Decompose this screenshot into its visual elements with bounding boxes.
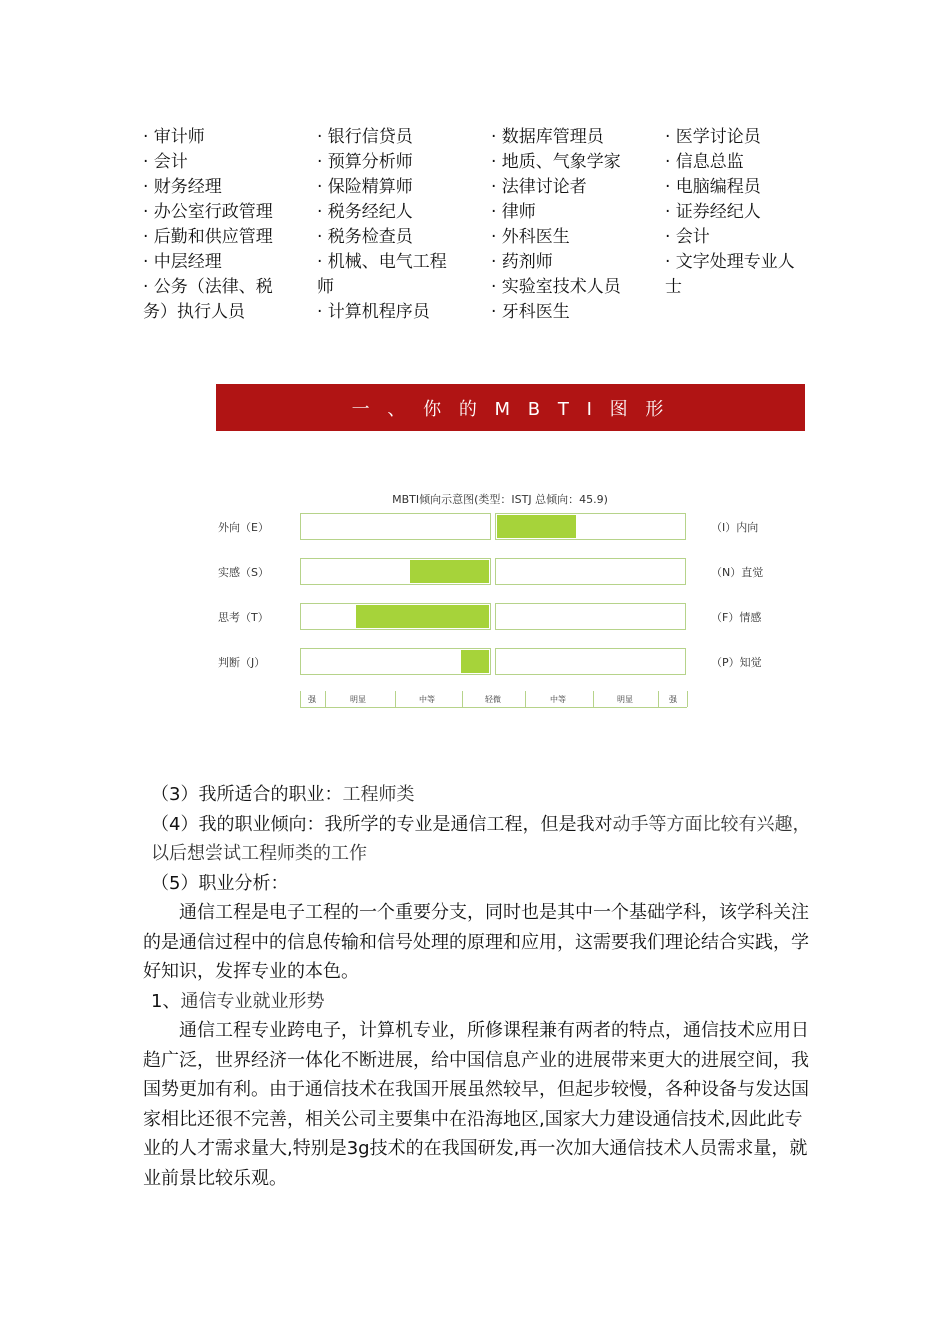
mbti-chart bbox=[200, 485, 800, 715]
list-item: · 数据库管理员 bbox=[491, 127, 604, 147]
bar-track-left bbox=[300, 513, 491, 540]
scale-label: 明显 bbox=[617, 695, 633, 704]
row-right-label: （I）内向 bbox=[711, 521, 759, 534]
list-item: · 文字处理专业人 bbox=[665, 252, 795, 272]
employment-situation-text: 通信工程专业跨电子，计算机专业，所修课程兼有两者的特点，通信技术应用日趋广泛，世界经济一体化不断进展，给中国信息产业的进展带来更大的进展空间，我国势更加有利。由于通信技术在我国开展虽然较早，但起步较慢，各种设备与发达国家相比还很不完善，相关公司主要集中在沿海地区,国家大力建设通信技术,因此此专业的人才需求量大,特别是3g技术的在我国研发,再一次加大通信技术人员需求量，就业前景比较乐观。 bbox=[143, 1020, 809, 1189]
career-tendency-label: （4）我的职业倾向：我所学的专业是通信工程，但是我对 bbox=[151, 813, 613, 835]
list-item: · 外科医生 bbox=[491, 227, 570, 247]
bar bbox=[410, 560, 489, 583]
list-item: · 电脑编程员 bbox=[665, 177, 761, 197]
scale-label: 强 bbox=[669, 695, 677, 704]
row-left-label: 实感（S） bbox=[218, 566, 269, 579]
suitable-career-value: 工程师类 bbox=[342, 784, 415, 805]
scale-label: 明显 bbox=[350, 695, 366, 704]
career-column-1 bbox=[143, 125, 317, 325]
list-item: 士 bbox=[665, 277, 682, 297]
row-left-label: 思考（T） bbox=[218, 611, 269, 624]
list-item: · 律师 bbox=[491, 202, 536, 222]
list-item: · 税务检查员 bbox=[317, 227, 413, 247]
career-analysis-heading: （5）职业分析： bbox=[151, 872, 289, 894]
list-item: · 后勤和供应管理 bbox=[143, 227, 273, 247]
section-banner bbox=[216, 384, 805, 431]
list-item: · 计算机程序员 bbox=[317, 302, 430, 322]
list-item: · 公务（法律、税 bbox=[143, 277, 273, 297]
chart-title: MBTI倾向示意图(类型：ISTJ 总倾向：45.9) bbox=[392, 493, 608, 506]
scale-bottom-line bbox=[300, 707, 687, 708]
list-item: · 办公室行政管理 bbox=[143, 202, 273, 222]
career-column-4 bbox=[665, 125, 805, 325]
list-item: · 会计 bbox=[143, 152, 188, 172]
list-item: · 药剂师 bbox=[491, 252, 553, 272]
list-item: · 中层经理 bbox=[143, 252, 222, 272]
list-item: · 审计师 bbox=[143, 127, 205, 147]
section-heading bbox=[143, 987, 813, 1017]
scale-label: 中等 bbox=[550, 695, 566, 704]
row-right-label: （N）直觉 bbox=[711, 566, 764, 579]
list-item: · 机械、电气工程 bbox=[317, 252, 447, 272]
career-list bbox=[143, 125, 813, 325]
row-left-label: 判断（J） bbox=[218, 656, 266, 669]
list-item: · 保险精算师 bbox=[317, 177, 413, 197]
scale-tick bbox=[525, 691, 526, 707]
list-item: 师 bbox=[317, 277, 334, 297]
career-column-3 bbox=[491, 125, 665, 325]
career-tendency-line bbox=[143, 810, 813, 869]
list-item: · 信息总监 bbox=[665, 152, 744, 172]
scale-label: 轻微 bbox=[485, 695, 501, 704]
bar bbox=[497, 515, 576, 538]
career-analysis-text: 通信工程是电子工程的一个重要分支，同时也是其中一个基础学科，该学科关注的是通信过程中的信息传输和信号处理的原理和应用，这需要我们理论结合实践，学好知识，发挥专业的本色。 bbox=[143, 902, 809, 982]
list-item: 务）执行人员 bbox=[143, 302, 245, 322]
section-title: 通信专业就业形势 bbox=[180, 990, 325, 1012]
row-left-label: 外向（E） bbox=[218, 521, 269, 534]
bar-track-right bbox=[495, 603, 686, 630]
suitable-career-line bbox=[143, 780, 813, 810]
list-item: · 医学讨论员 bbox=[665, 127, 761, 147]
scale-tick bbox=[593, 691, 594, 707]
banner-title: 一 、 你 的 M B T I 图 形 bbox=[351, 398, 670, 420]
scale-tick bbox=[395, 691, 396, 707]
body-text bbox=[143, 780, 813, 1193]
list-item: · 地质、气象学家 bbox=[491, 152, 621, 172]
list-item: · 财务经理 bbox=[143, 177, 222, 197]
row-right-label: （P）知觉 bbox=[711, 656, 762, 669]
section-number: 1、 bbox=[151, 990, 181, 1012]
bar-track-right bbox=[495, 558, 686, 585]
list-item: · 税务经纪人 bbox=[317, 202, 413, 222]
row-right-label: （F）情感 bbox=[711, 611, 762, 624]
suitable-career-label: （3）我所适合的职业： bbox=[151, 784, 343, 805]
scale-label: 中等 bbox=[419, 695, 435, 704]
career-column-2 bbox=[317, 125, 491, 325]
bar-track-right bbox=[495, 648, 686, 675]
list-item: · 会计 bbox=[665, 227, 710, 247]
scale-tick bbox=[462, 691, 463, 707]
list-item: · 预算分析师 bbox=[317, 152, 413, 172]
scale-label: 强 bbox=[308, 695, 316, 704]
bar bbox=[461, 650, 489, 673]
bar bbox=[356, 605, 489, 628]
list-item: · 牙科医生 bbox=[491, 302, 570, 322]
career-tendency-value: 动手等方面比较有兴趣，以后想尝试工程师类的工作 bbox=[151, 813, 811, 864]
list-item: · 银行信贷员 bbox=[317, 127, 413, 147]
list-item: · 实验室技术人员 bbox=[491, 277, 621, 297]
list-item: · 法律讨论者 bbox=[491, 177, 587, 197]
list-item: · 证券经纪人 bbox=[665, 202, 761, 222]
